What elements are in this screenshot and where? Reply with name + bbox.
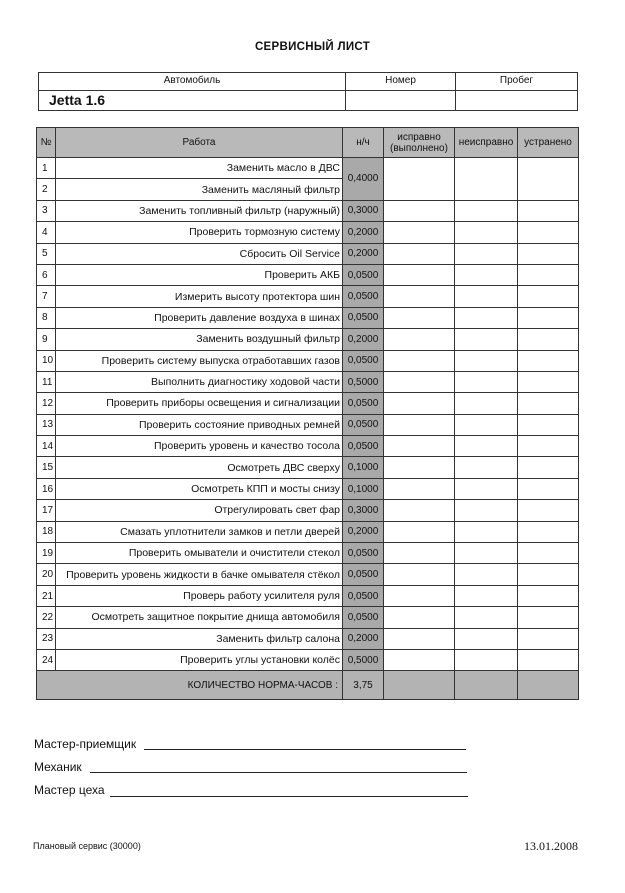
signature-receiver-label: Мастер-приемщик xyxy=(34,737,137,751)
row-check-faulty[interactable] xyxy=(455,264,518,285)
row-check-fixed[interactable] xyxy=(518,243,579,264)
row-task: Осмотреть КПП и мосты снизу xyxy=(56,478,343,499)
row-check-ok[interactable] xyxy=(384,393,455,414)
row-norm-hours: 0,3000 xyxy=(343,200,384,221)
vehicle-info-table xyxy=(38,72,578,111)
table-row xyxy=(37,521,579,542)
row-number: 1 xyxy=(37,158,56,179)
row-task: Проверить тормозную систему xyxy=(56,222,343,243)
row-task: Проверить уровень и качество тосола xyxy=(56,436,343,457)
table-row xyxy=(37,564,579,585)
col-header-num: № xyxy=(37,128,56,158)
signature-mechanic-label: Механик xyxy=(34,760,82,774)
row-norm-hours: 0,0500 xyxy=(343,264,384,285)
row-check-fixed[interactable] xyxy=(518,286,579,307)
signature-receiver-line[interactable] xyxy=(144,749,466,750)
row-check-fixed[interactable] xyxy=(518,264,579,285)
table-row xyxy=(37,264,579,285)
row-check-faulty[interactable] xyxy=(455,307,518,328)
total-row xyxy=(37,671,579,700)
total-faulty-cell xyxy=(455,671,518,700)
row-number: 5 xyxy=(37,243,56,264)
row-number: 18 xyxy=(37,521,56,542)
table-row xyxy=(37,607,579,628)
row-task: Заменить топливный фильтр (наружный) xyxy=(56,200,343,221)
signature-shop-master-line[interactable] xyxy=(110,796,468,797)
row-task: Смазать уплотнители замков и петли дверей xyxy=(56,521,343,542)
row-number: 8 xyxy=(37,307,56,328)
row-check-faulty[interactable] xyxy=(455,329,518,350)
table-row xyxy=(37,649,579,670)
row-number: 11 xyxy=(37,371,56,392)
row-check-fixed[interactable] xyxy=(518,628,579,649)
row-check-ok[interactable] xyxy=(384,350,455,371)
signature-shop-master-label: Мастер цеха xyxy=(34,783,105,797)
row-number: 15 xyxy=(37,457,56,478)
row-task: Проверить омыватели и очистители стекол xyxy=(56,543,343,564)
row-task: Проверить уровень жидкости в бачке омывателя стёкол xyxy=(56,564,343,585)
row-check-ok[interactable] xyxy=(384,286,455,307)
row-number: 14 xyxy=(37,436,56,457)
row-check-faulty[interactable] xyxy=(455,436,518,457)
row-number: 12 xyxy=(37,393,56,414)
row-check-fixed[interactable] xyxy=(518,307,579,328)
row-number: 17 xyxy=(37,500,56,521)
row-check-faulty[interactable] xyxy=(455,243,518,264)
row-check-faulty[interactable] xyxy=(455,521,518,542)
row-check-fixed[interactable] xyxy=(518,414,579,435)
signature-shop-master xyxy=(34,783,105,797)
row-norm-hours: 0,0500 xyxy=(343,564,384,585)
col-header-work: Работа xyxy=(56,128,343,158)
vehicle-model: Jetta 1.6 xyxy=(39,90,346,110)
row-check-fixed[interactable] xyxy=(518,200,579,221)
row-check-fixed[interactable] xyxy=(518,543,579,564)
row-task: Проверить давление воздуха в шинах xyxy=(56,307,343,328)
document-date: 13.01.2008 xyxy=(524,839,578,853)
row-number: 21 xyxy=(37,585,56,606)
row-check-fixed[interactable] xyxy=(518,649,579,670)
table-row xyxy=(37,371,579,392)
row-check-faulty[interactable] xyxy=(455,457,518,478)
row-check-fixed[interactable] xyxy=(518,457,579,478)
row-task: Отрегулировать свет фар xyxy=(56,500,343,521)
signature-receiver xyxy=(34,737,136,751)
row-number: 2 xyxy=(37,179,56,200)
col-header-ok: исправно (выполнено) xyxy=(384,128,455,158)
row-norm-hours: 0,2000 xyxy=(343,521,384,542)
row-check-ok[interactable] xyxy=(384,585,455,606)
row-check-faulty[interactable] xyxy=(455,500,518,521)
table-row xyxy=(37,200,579,221)
col-header-fixed: устранено xyxy=(518,128,579,158)
row-number: 20 xyxy=(37,564,56,585)
row-norm-hours: 0,0500 xyxy=(343,286,384,307)
table-row xyxy=(37,585,579,606)
table-row xyxy=(37,286,579,307)
row-check-ok[interactable] xyxy=(384,521,455,542)
row-number: 13 xyxy=(37,414,56,435)
table-row xyxy=(37,307,579,328)
table-row xyxy=(37,158,579,179)
signature-mechanic-line[interactable] xyxy=(90,772,467,773)
row-task: Выполнить диагностику ходовой части xyxy=(56,371,343,392)
row-check-ok[interactable] xyxy=(384,307,455,328)
row-task: Проверить состояние приводных ремней xyxy=(56,414,343,435)
row-task: Заменить масляный фильтр xyxy=(56,179,343,200)
work-table xyxy=(36,127,579,700)
row-check-faulty[interactable] xyxy=(455,649,518,670)
row-check-ok[interactable] xyxy=(384,543,455,564)
row-check-faulty[interactable] xyxy=(455,393,518,414)
row-task: Проверить систему выпуска отработавших газов xyxy=(56,350,343,371)
row-check-faulty[interactable] xyxy=(455,543,518,564)
vehicle-values-row xyxy=(39,90,577,110)
row-task: Заменить воздушный фильтр xyxy=(56,329,343,350)
row-task: Измерить высоту протектора шин xyxy=(56,286,343,307)
row-number: 6 xyxy=(37,264,56,285)
row-check-faulty[interactable] xyxy=(455,585,518,606)
row-check-faulty[interactable] xyxy=(455,414,518,435)
row-check-fixed[interactable] xyxy=(518,371,579,392)
table-row xyxy=(37,457,579,478)
total-value: 3,75 xyxy=(343,671,384,700)
row-check-faulty[interactable] xyxy=(455,158,518,201)
row-number: 10 xyxy=(37,350,56,371)
row-task: Заменить фильтр салона xyxy=(56,628,343,649)
page-title: СЕРВИСНЫЙ ЛИСТ xyxy=(254,41,371,53)
table-row xyxy=(37,628,579,649)
row-check-fixed[interactable] xyxy=(518,521,579,542)
row-task: Осмотреть защитное покрытие днища автомобиля xyxy=(56,607,343,628)
row-check-ok[interactable] xyxy=(384,564,455,585)
row-norm-hours: 0,1000 xyxy=(343,457,384,478)
row-number: 23 xyxy=(37,628,56,649)
row-check-faulty[interactable] xyxy=(455,628,518,649)
vehicle-header-number: Номер xyxy=(346,73,456,90)
row-number: 16 xyxy=(37,478,56,499)
row-task: Проверить углы установки колёс xyxy=(56,649,343,670)
vehicle-header-model: Автомобиль xyxy=(39,73,346,90)
table-row xyxy=(37,500,579,521)
row-check-faulty[interactable] xyxy=(455,222,518,243)
row-norm-hours: 0,0500 xyxy=(343,585,384,606)
row-check-ok[interactable] xyxy=(384,264,455,285)
row-check-ok[interactable] xyxy=(384,457,455,478)
row-check-fixed[interactable] xyxy=(518,500,579,521)
row-check-ok[interactable] xyxy=(384,243,455,264)
table-row xyxy=(37,478,579,499)
row-check-ok[interactable] xyxy=(384,628,455,649)
row-norm-hours: 0,0500 xyxy=(343,393,384,414)
vehicle-header-mileage: Пробег xyxy=(499,75,534,86)
row-check-ok[interactable] xyxy=(384,329,455,350)
table-row xyxy=(37,393,579,414)
row-norm-hours: 0,3000 xyxy=(343,500,384,521)
vehicle-mileage-field[interactable] xyxy=(456,90,577,110)
row-task: Проверить АКБ xyxy=(56,264,343,285)
work-table-header xyxy=(37,128,579,158)
row-check-fixed[interactable] xyxy=(518,350,579,371)
total-label: КОЛИЧЕСТВО НОРМА-ЧАСОВ : xyxy=(37,671,343,700)
col-header-faulty: неисправно xyxy=(455,128,518,158)
row-check-fixed[interactable] xyxy=(518,329,579,350)
row-number: 22 xyxy=(37,607,56,628)
row-norm-hours: 0,1000 xyxy=(343,478,384,499)
row-check-fixed[interactable] xyxy=(518,436,579,457)
row-number: 4 xyxy=(37,222,56,243)
row-check-fixed[interactable] xyxy=(518,478,579,499)
row-check-ok[interactable] xyxy=(384,158,455,201)
row-check-ok[interactable] xyxy=(384,436,455,457)
row-norm-hours: 0,2000 xyxy=(343,628,384,649)
row-check-fixed[interactable] xyxy=(518,158,579,201)
row-norm-hours: 0,0500 xyxy=(343,307,384,328)
row-norm-hours: 0,2000 xyxy=(343,222,384,243)
service-type-label: Плановый сервис (30000) xyxy=(33,841,141,851)
row-check-ok[interactable] xyxy=(384,371,455,392)
row-check-ok[interactable] xyxy=(384,222,455,243)
row-norm-hours: 0,0500 xyxy=(343,607,384,628)
row-norm-hours: 0,0500 xyxy=(343,543,384,564)
row-check-ok[interactable] xyxy=(384,200,455,221)
row-number: 9 xyxy=(37,329,56,350)
row-check-fixed[interactable] xyxy=(518,393,579,414)
vehicle-number-field[interactable] xyxy=(346,90,456,110)
row-check-faulty[interactable] xyxy=(455,350,518,371)
row-check-faulty[interactable] xyxy=(455,286,518,307)
row-norm-hours: 0,2000 xyxy=(343,329,384,350)
table-row xyxy=(37,543,579,564)
table-row xyxy=(37,414,579,435)
row-check-fixed[interactable] xyxy=(518,585,579,606)
total-fixed-cell xyxy=(518,671,579,700)
table-row xyxy=(37,329,579,350)
row-task: Проверь работу усилителя руля xyxy=(56,585,343,606)
row-task: Осмотреть ДВС сверху xyxy=(56,457,343,478)
table-row xyxy=(37,222,579,243)
row-number: 7 xyxy=(37,286,56,307)
row-check-fixed[interactable] xyxy=(518,222,579,243)
row-number: 3 xyxy=(37,200,56,221)
signature-mechanic xyxy=(34,760,82,774)
row-check-faulty[interactable] xyxy=(455,607,518,628)
vehicle-header-row xyxy=(39,73,577,91)
row-norm-hours: 0,5000 xyxy=(343,371,384,392)
col-header-nh: н/ч xyxy=(343,128,384,158)
row-check-faulty[interactable] xyxy=(455,200,518,221)
table-row xyxy=(37,436,579,457)
row-task: Заменить масло в ДВС xyxy=(56,158,343,179)
row-check-faulty[interactable] xyxy=(455,371,518,392)
row-norm-hours: 0,0500 xyxy=(343,350,384,371)
row-norm-hours: 0,2000 xyxy=(343,243,384,264)
row-check-ok[interactable] xyxy=(384,649,455,670)
row-norm-hours: 0,0500 xyxy=(343,414,384,435)
row-norm-hours: 0,4000 xyxy=(343,158,384,201)
row-task: Проверить приборы освещения и сигнализации xyxy=(56,393,343,414)
row-task: Сбросить Oil Service xyxy=(56,243,343,264)
row-norm-hours: 0,5000 xyxy=(343,649,384,670)
total-ok-cell xyxy=(384,671,455,700)
row-check-faulty[interactable] xyxy=(455,564,518,585)
table-row xyxy=(37,350,579,371)
row-check-ok[interactable] xyxy=(384,478,455,499)
row-number: 24 xyxy=(37,649,56,670)
row-check-ok[interactable] xyxy=(384,500,455,521)
row-number: 19 xyxy=(37,543,56,564)
row-check-fixed[interactable] xyxy=(518,564,579,585)
row-check-ok[interactable] xyxy=(384,414,455,435)
row-check-faulty[interactable] xyxy=(455,478,518,499)
row-check-ok[interactable] xyxy=(384,607,455,628)
row-check-fixed[interactable] xyxy=(518,607,579,628)
table-row xyxy=(37,243,579,264)
row-norm-hours: 0,0500 xyxy=(343,436,384,457)
